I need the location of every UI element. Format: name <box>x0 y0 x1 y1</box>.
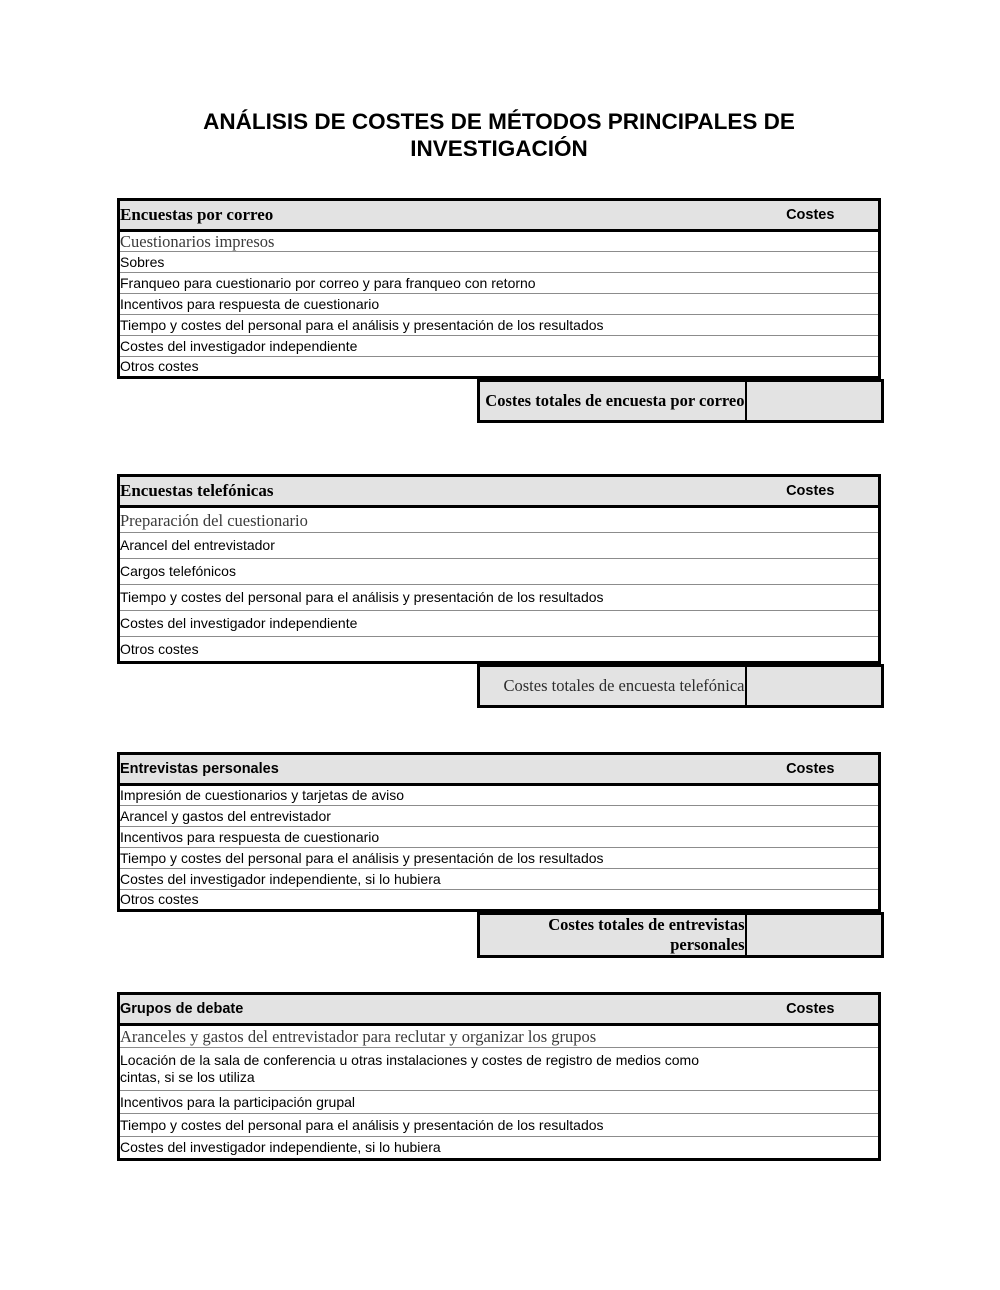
cost-table-entrevistas-personales <box>117 752 881 954</box>
table-header-costes: Costes <box>743 754 880 785</box>
table-row[interactable] <box>119 315 880 336</box>
table-header-row <box>119 200 880 231</box>
table-header-costes: Costes <box>743 994 880 1025</box>
row-cost-input[interactable] <box>743 611 880 637</box>
table-row[interactable] <box>119 252 880 273</box>
table-row[interactable] <box>119 1091 880 1114</box>
totals-label: Costes totales de entrevistas personales <box>479 914 746 957</box>
row-cost-input[interactable] <box>743 869 880 890</box>
page-title: ANÁLISIS DE COSTES DE MÉTODOS PRINCIPALES DE INVESTIGACIÓN <box>203 109 795 161</box>
row-cost-input[interactable] <box>743 294 880 315</box>
totals-row <box>479 914 883 957</box>
cost-table-encuestas-telefonicas <box>117 474 881 695</box>
row-cost-input[interactable] <box>743 357 880 378</box>
row-cost-input[interactable] <box>743 1114 880 1137</box>
table-row[interactable] <box>119 785 880 806</box>
table-row[interactable] <box>119 231 880 252</box>
row-label: Locación de la sala de conferencia u otras instalaciones y costes de registro de medios como cintas, si se los utiliza <box>119 1048 743 1091</box>
row-label: Otros costes <box>119 890 743 911</box>
row-label: Cuestionarios impresos <box>119 231 743 252</box>
row-label: Cargos telefónicos <box>119 559 743 585</box>
totals-label: Costes totales de encuesta telefónica <box>479 666 746 707</box>
table-header-title: Entrevistas personales <box>119 754 743 785</box>
totals-table <box>477 912 884 958</box>
row-cost-input[interactable] <box>743 848 880 869</box>
table-row[interactable] <box>119 611 880 637</box>
table-header-row <box>119 994 880 1025</box>
row-label: Costes del investigador independiente, si lo hubiera <box>119 869 743 890</box>
row-cost-input[interactable] <box>743 890 880 911</box>
table-body <box>117 474 881 664</box>
totals-strip <box>117 912 881 958</box>
table-row[interactable] <box>119 890 880 911</box>
table-header-title: Grupos de debate <box>119 994 743 1025</box>
table-row[interactable] <box>119 827 880 848</box>
row-cost-input[interactable] <box>743 1091 880 1114</box>
table-body <box>117 198 881 379</box>
row-label: Franqueo para cuestionario por correo y para franqueo con retorno <box>119 273 743 294</box>
table-row[interactable] <box>119 848 880 869</box>
table-header-costes: Costes <box>743 476 880 507</box>
row-cost-input[interactable] <box>743 507 880 533</box>
table-row[interactable] <box>119 1114 880 1137</box>
row-label: Tiempo y costes del personal para el análisis y presentación de los resultados <box>119 585 743 611</box>
row-cost-input[interactable] <box>743 252 880 273</box>
row-cost-input[interactable] <box>743 585 880 611</box>
row-label: Tiempo y costes del personal para el análisis y presentación de los resultados <box>119 315 743 336</box>
row-label: Incentivos para respuesta de cuestionario <box>119 827 743 848</box>
table-row[interactable] <box>119 273 880 294</box>
table-row[interactable] <box>119 533 880 559</box>
totals-row <box>479 666 883 707</box>
table-header-row <box>119 476 880 507</box>
totals-strip <box>117 379 881 423</box>
row-cost-input[interactable] <box>743 1048 880 1091</box>
totals-value-input[interactable] <box>746 381 883 422</box>
row-cost-input[interactable] <box>743 559 880 585</box>
row-cost-input[interactable] <box>743 827 880 848</box>
row-label: Tiempo y costes del personal para el análisis y presentación de los resultados <box>119 1114 743 1137</box>
row-label: Arancel del entrevistador <box>119 533 743 559</box>
table-row[interactable] <box>119 1048 880 1091</box>
table-row[interactable] <box>119 1137 880 1160</box>
cost-table-grupos-de-debate <box>117 992 881 1161</box>
row-cost-input[interactable] <box>743 1137 880 1160</box>
cost-table-encuestas-por-correo <box>117 198 881 410</box>
totals-value-input[interactable] <box>746 914 883 957</box>
totals-strip <box>117 664 881 708</box>
table-header-title: Encuestas por correo <box>119 200 743 231</box>
row-cost-input[interactable] <box>743 273 880 294</box>
row-label: Otros costes <box>119 637 743 663</box>
table-header-costes: Costes <box>743 200 880 231</box>
totals-label: Costes totales de encuesta por correo <box>479 381 746 422</box>
row-label: Tiempo y costes del personal para el análisis y presentación de los resultados <box>119 848 743 869</box>
table-row[interactable] <box>119 336 880 357</box>
row-label: Incentivos para respuesta de cuestionario <box>119 294 743 315</box>
table-row[interactable] <box>119 869 880 890</box>
row-label: Incentivos para la participación grupal <box>119 1091 743 1114</box>
row-label: Otros costes <box>119 357 743 378</box>
table-header-title: Encuestas telefónicas <box>119 476 743 507</box>
row-cost-input[interactable] <box>743 533 880 559</box>
row-cost-input[interactable] <box>743 785 880 806</box>
table-header-row <box>119 754 880 785</box>
row-label: Arancel y gastos del entrevistador <box>119 806 743 827</box>
row-cost-input[interactable] <box>743 336 880 357</box>
row-cost-input[interactable] <box>743 1025 880 1048</box>
table-body <box>117 752 881 912</box>
table-row[interactable] <box>119 585 880 611</box>
row-label: Impresión de cuestionarios y tarjetas de aviso <box>119 785 743 806</box>
row-label: Costes del investigador independiente, si lo hubiera <box>119 1137 743 1160</box>
row-cost-input[interactable] <box>743 231 880 252</box>
row-label: Costes del investigador independiente <box>119 611 743 637</box>
table-row[interactable] <box>119 357 880 378</box>
table-row[interactable] <box>119 559 880 585</box>
row-label: Preparación del cuestionario <box>119 507 743 533</box>
table-row[interactable] <box>119 294 880 315</box>
table-row[interactable] <box>119 507 880 533</box>
totals-table <box>477 664 884 708</box>
row-label: Aranceles y gastos del entrevistador para reclutar y organizar los grupos <box>119 1025 743 1048</box>
table-body <box>117 992 881 1161</box>
row-cost-input[interactable] <box>743 315 880 336</box>
row-cost-input[interactable] <box>743 806 880 827</box>
row-label: Costes del investigador independiente <box>119 336 743 357</box>
totals-table <box>477 379 884 423</box>
table-row[interactable] <box>119 637 880 663</box>
table-row[interactable] <box>119 806 880 827</box>
table-row[interactable] <box>119 1025 880 1048</box>
totals-value-input[interactable] <box>746 666 883 707</box>
row-label: Sobres <box>119 252 743 273</box>
row-cost-input[interactable] <box>743 637 880 663</box>
totals-row <box>479 381 883 422</box>
